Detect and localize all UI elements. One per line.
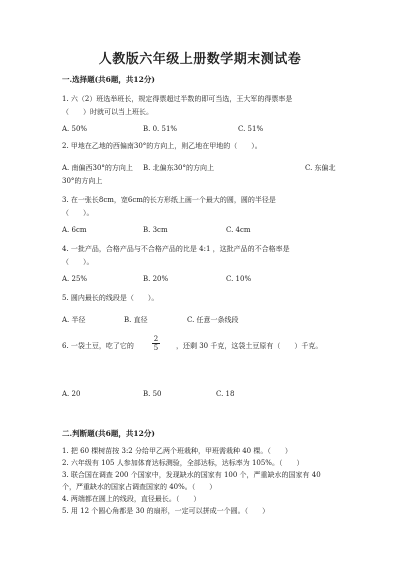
q3-option-a: A. 6cm: [62, 226, 87, 234]
q3-option-b: B. 3cm: [143, 226, 168, 234]
judge-line-2: 2. 六年级有 105 人参加体育达标测验，全部达标，达标率为 105%。（ ）: [62, 459, 304, 467]
q5-line1: 5. 圆内最长的线段是（ ）。: [62, 294, 159, 302]
judge-line-1: 1. 把 60 棵树苗按 3:2 分给甲乙两个班栽种，甲班需栽种 40 棵。（ ）: [62, 447, 292, 455]
q6-option-b: B. 50: [143, 390, 162, 398]
q6-fraction-denominator: 5: [153, 344, 159, 352]
q6-fraction: [151, 335, 161, 352]
q2-option-b: B. 北偏东30°的方向上: [143, 164, 215, 172]
section-heading-choice: 一.选择题(共6题，共12分): [62, 75, 155, 84]
page-title: 人教版六年级上册数学期末测试卷: [98, 52, 302, 67]
judge-line-3: 3. 联合国在调查 200 个国家中，发现缺水的国家有 100 个，严重缺水的国家有 40: [62, 471, 321, 479]
q3-line2: （ ）。: [62, 209, 94, 217]
q5-option-c: C. 任意一条线段: [187, 316, 239, 324]
q6-text-before: 6. 一袋土豆，吃了它的: [62, 342, 134, 350]
q2-option-c: C. 东偏北: [305, 164, 336, 172]
q1-line1: 1. 六（2）班选举班长，规定得票超过半数的即可当选，王大军的得票率是: [62, 95, 293, 103]
q6-option-a: A. 20: [62, 390, 81, 398]
q1-option-a: A. 50%: [62, 125, 88, 133]
q3-line1: 3. 在一张长8cm，宽6cm的长方形纸上画一个最大的圆，圆的半径是: [62, 196, 276, 204]
q2-option-a: A. 南偏西30°的方向上: [62, 164, 133, 172]
q6-option-c: C. 18: [216, 390, 235, 398]
q1-option-c: C. 51%: [238, 125, 264, 133]
q5-option-b: B. 直径: [124, 316, 148, 324]
judge-line-4: 4. 两端都在圆上的线段，直径最长。（ ）: [62, 495, 201, 503]
q1-option-b: B. 0. 51%: [143, 125, 178, 133]
q4-option-a: A. 25%: [62, 275, 88, 283]
judge-line-3-cont: 个，严重缺水的国家占调查国家的 40%。（ ）: [62, 483, 217, 491]
q4-line1: 4. 一批产品，合格产品与不合格产品的比是 4:1 ，这批产品的不合格率是: [62, 245, 290, 253]
q4-option-c: C. 10%: [226, 275, 252, 283]
q2-line1: 2. 甲地在乙地的西偏南30°的方向上，则乙地在甲地的（ ）。: [62, 142, 262, 150]
judge-line-5: 5. 用 12 个圆心角都是 30 的扇形，一定可以拼成一个圆。（ ）: [62, 507, 270, 515]
q3-option-c: C. 4cm: [226, 226, 251, 234]
q5-option-a: A. 半径: [62, 316, 86, 324]
section-heading-judge: 二.判断题(共6题，共12分): [62, 429, 155, 438]
q1-line2: （ ）时就可以当上班长。: [62, 108, 153, 116]
q4-line2: （ ）。: [62, 258, 94, 266]
q6-text-after: ，还剩 30 千克，这袋土豆原有（ ）千克。: [176, 342, 323, 350]
q4-option-b: B. 20%: [143, 275, 169, 283]
q2-option-c-cont: 30°的方向上: [62, 177, 103, 185]
q6-fraction-numerator: 2: [153, 335, 159, 343]
